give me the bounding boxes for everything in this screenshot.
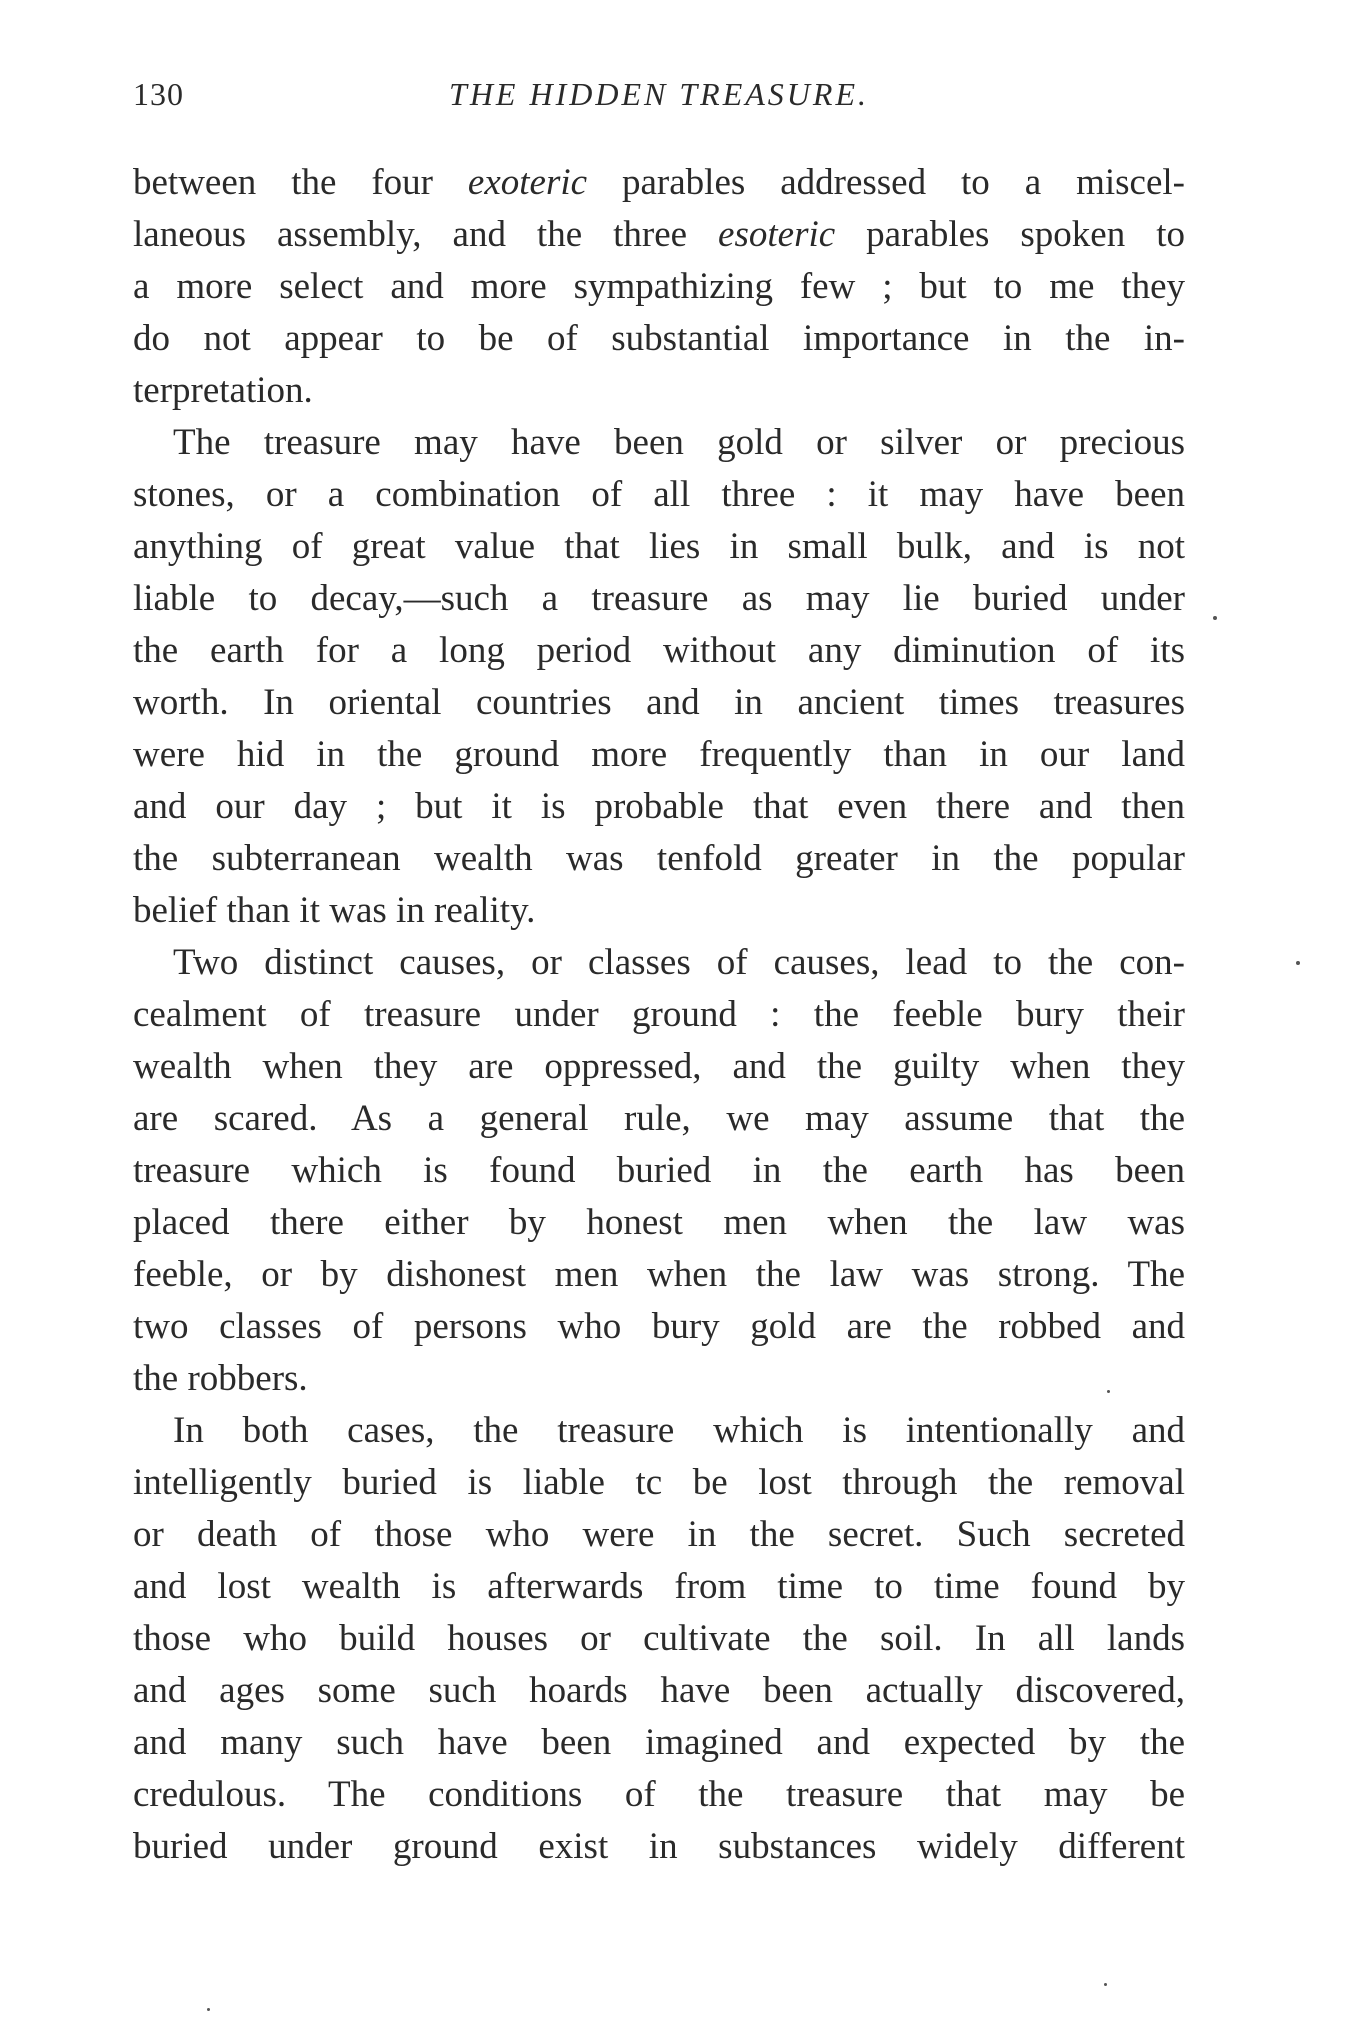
text-line: and ages some such hoards have been actually discovered, bbox=[133, 1670, 1185, 1711]
text-line: and lost wealth is afterwards from time to time found by bbox=[133, 1566, 1185, 1607]
text-line: placed there either by honest men when the law was bbox=[133, 1202, 1185, 1243]
text-line: The treasure may have been gold or silver or precious bbox=[173, 422, 1185, 463]
text-line: treasure which is found buried in the earth has been bbox=[133, 1150, 1185, 1191]
running-title: THE HIDDEN TREASURE. bbox=[449, 76, 869, 112]
text-line: terpretation. bbox=[133, 370, 313, 411]
text-line: worth. In oriental countries and in ancient times treasures bbox=[133, 682, 1185, 723]
text-line: intelligently buried is liable tc be lost through the removal bbox=[133, 1462, 1185, 1503]
paragraph bbox=[133, 417, 1185, 937]
text-line: laneous assembly, and the three esoteric parables spoken to bbox=[133, 214, 1185, 255]
text-line: the earth for a long period without any diminution of its bbox=[133, 630, 1185, 671]
ink-speck bbox=[1104, 1983, 1107, 1986]
text-line: two classes of persons who bury gold are the robbed and bbox=[133, 1306, 1185, 1347]
ink-speck bbox=[1107, 1390, 1110, 1393]
text-line: belief than it was in reality. bbox=[133, 890, 536, 931]
text-line: the robbers. bbox=[133, 1358, 308, 1399]
text-line: and many such have been imagined and expected by the bbox=[133, 1722, 1185, 1763]
text-line: Two distinct causes, or classes of causes, lead to the con- bbox=[173, 942, 1185, 983]
text-line: anything of great value that lies in small bulk, and is not bbox=[133, 526, 1185, 567]
page-number: 130 bbox=[133, 76, 184, 112]
text-line: between the four exoteric parables addressed to a miscel- bbox=[133, 162, 1185, 203]
text-line: those who build houses or cultivate the soil. In all lands bbox=[133, 1618, 1185, 1659]
text-line: buried under ground exist in substances widely different bbox=[133, 1826, 1185, 1867]
italic-term: exoteric bbox=[467, 162, 588, 203]
text-line: stones, or a combination of all three : it may have been bbox=[133, 474, 1185, 515]
text-line: were hid in the ground more frequently than in our land bbox=[133, 734, 1185, 775]
paragraph bbox=[133, 937, 1185, 1405]
text-line: do not appear to be of substantial importance in the in- bbox=[133, 318, 1185, 359]
ink-speck bbox=[207, 2008, 210, 2011]
text-line: are scared. As a general rule, we may assume that the bbox=[133, 1098, 1185, 1139]
text-line: cealment of treasure under ground : the feeble bury their bbox=[133, 994, 1185, 1035]
text-line: credulous. The conditions of the treasure that may be bbox=[133, 1774, 1185, 1815]
text-line: feeble, or by dishonest men when the law was strong. The bbox=[133, 1254, 1185, 1295]
text-line: the subterranean wealth was tenfold greater in the popular bbox=[133, 838, 1185, 879]
body-text bbox=[133, 157, 1185, 1873]
text-line: and our day ; but it is probable that even there and then bbox=[133, 786, 1185, 827]
paragraph bbox=[133, 1405, 1185, 1873]
text-line: or death of those who were in the secret. Such secreted bbox=[133, 1514, 1185, 1555]
ink-speck bbox=[1296, 961, 1300, 965]
paragraph bbox=[133, 157, 1185, 417]
text-line: In both cases, the treasure which is intentionally and bbox=[173, 1410, 1185, 1451]
ink-speck bbox=[1213, 616, 1217, 620]
text-line: a more select and more sympathizing few ; but to me they bbox=[133, 266, 1185, 307]
italic-term: esoteric bbox=[718, 214, 836, 255]
text-line: wealth when they are oppressed, and the guilty when they bbox=[133, 1046, 1185, 1087]
text-line: liable to decay,—such a treasure as may lie buried under bbox=[133, 578, 1185, 619]
running-head bbox=[133, 76, 1185, 126]
